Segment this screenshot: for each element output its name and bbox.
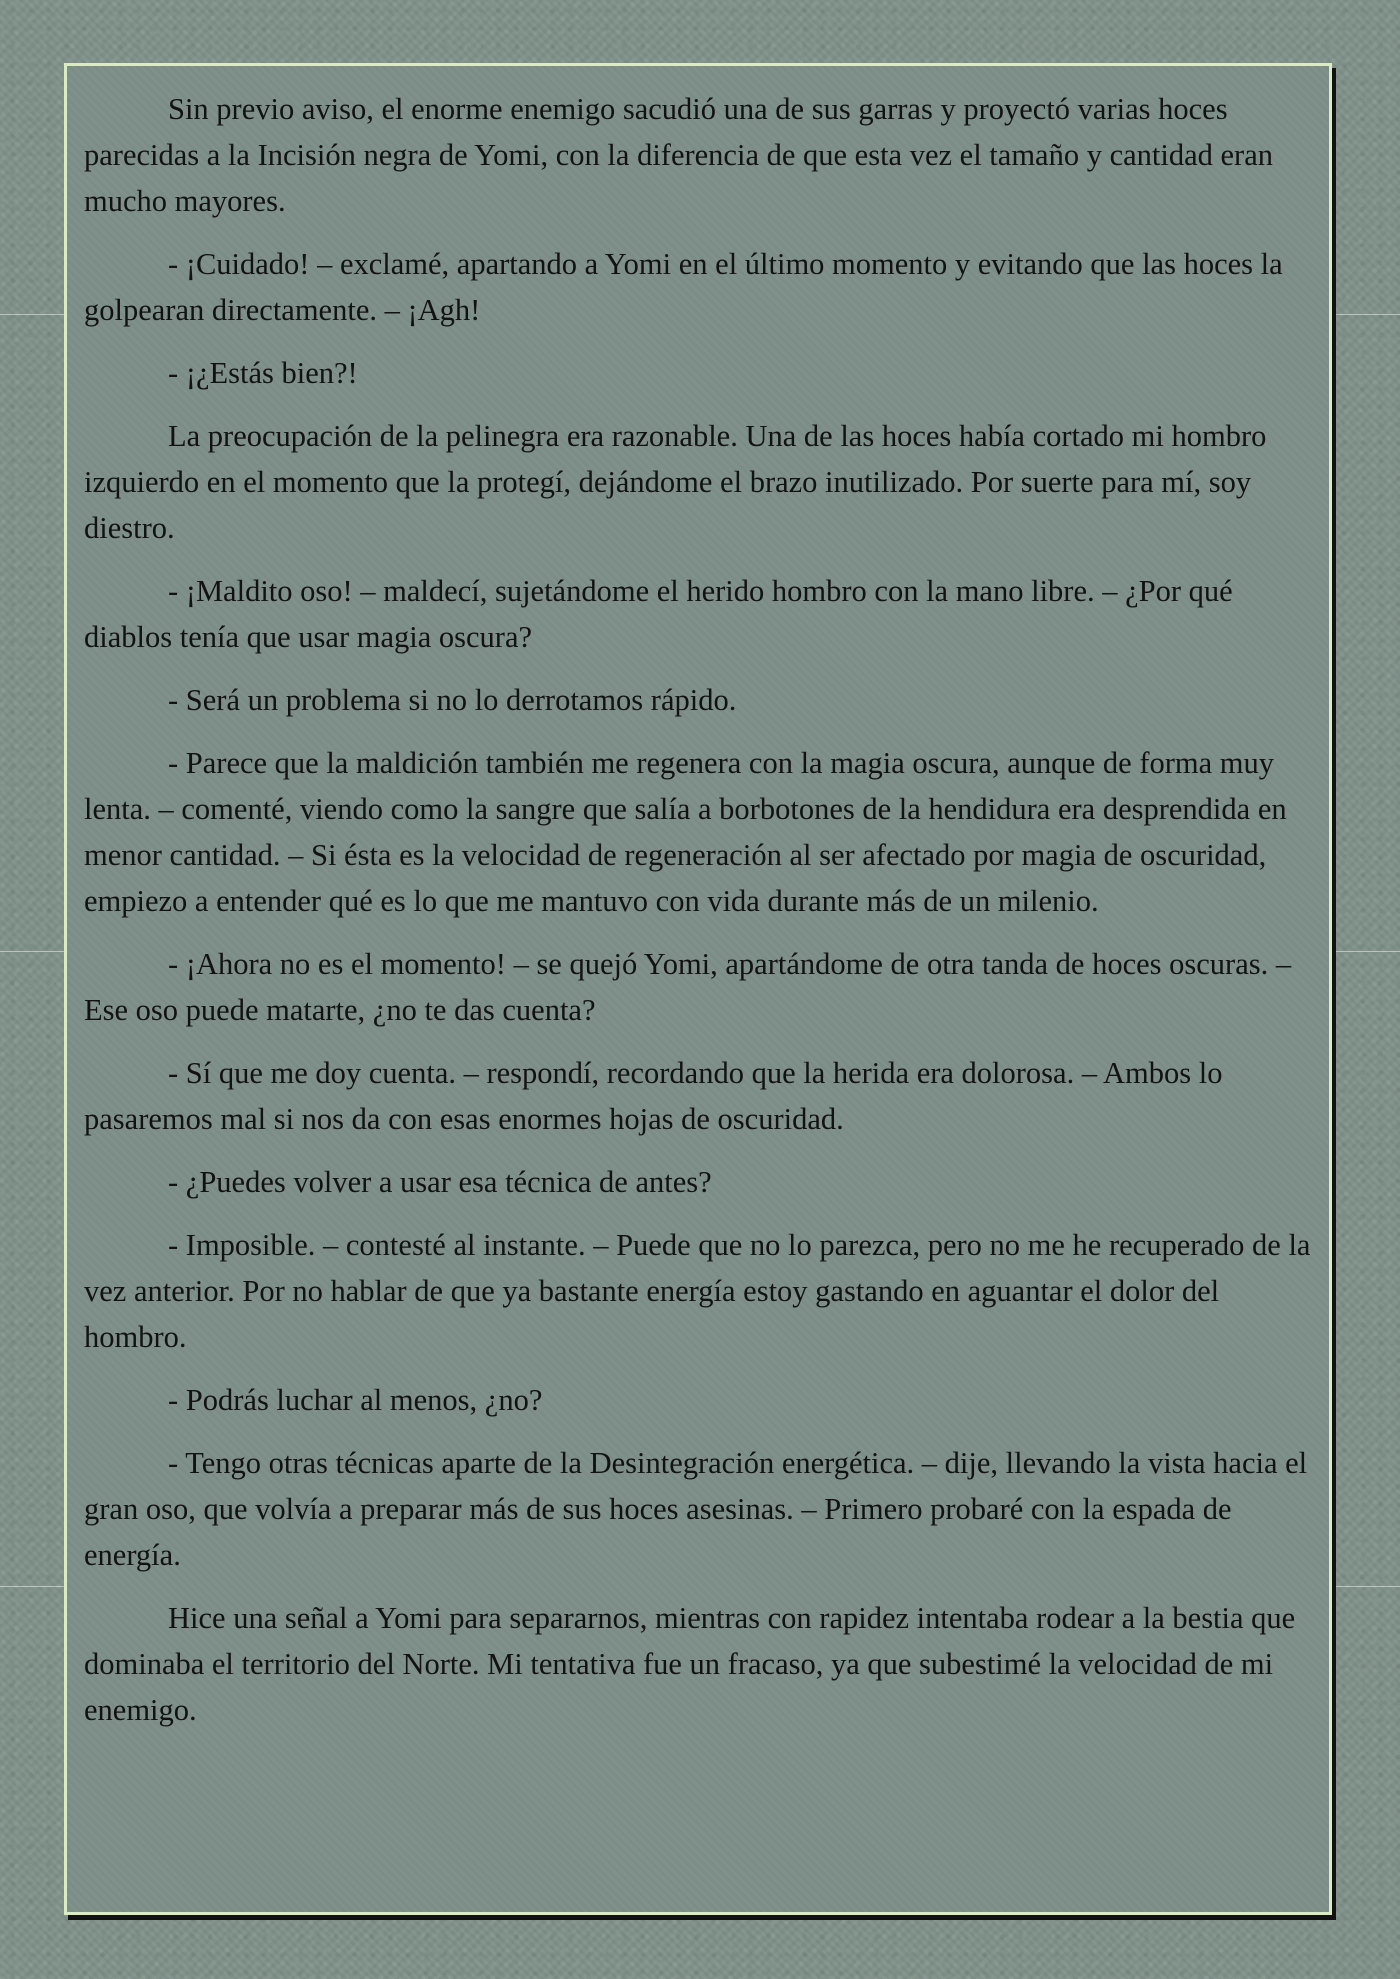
paragraph-dialogue-problema: - Será un problema si no lo derrotamos rápido. [168, 683, 737, 717]
paragraph-dialogue-ahora-no: - ¡Ahora no es el momento! – se quejó Yomi, apartándome de otra tanda de hoces oscuras. – Ese oso puede matarte, ¿no te das cuenta? [84, 947, 1292, 1027]
paragraph-dialogue-imposible: - Imposible. – contesté al instante. – Puede que no lo parezca, pero no me he recuperado de la vez anterior. Por no hablar de que ya bastante energía estoy gastando en aguantar el dolor del hombro. [84, 1228, 1311, 1354]
paragraph-dialogue-podras-luchar: - Podrás luchar al menos, ¿no? [168, 1383, 543, 1417]
paragraph-dialogue-si-me-doy-cuenta: - Sí que me doy cuenta. – respondí, recordando que la herida era dolorosa. – Ambos lo pasaremos mal si nos da con esas enormes hojas de oscuridad. [84, 1056, 1223, 1136]
paragraph-narration-wound: La preocupación de la pelinegra era razonable. Una de las hoces había cortado mi hombro izquierdo en el momento que la protegí, dejándome el brazo inutilizado. Por suerte para mí, soy diestro. [84, 419, 1267, 545]
paragraph-narration-attack: Sin previo aviso, el enorme enemigo sacudió una de sus garras y proyectó varias hoces parecidas a la Incisión negra de Yomi, con la diferencia de que esta vez el tamaño y cantidad eran mucho mayores. [84, 92, 1273, 218]
paragraph-dialogue-otras-tecnicas: - Tengo otras técnicas aparte de la Desintegración energética. – dije, llevando la vista hacia el gran oso, que volvía a preparar más de sus hoces asesinas. – Primero probaré con la espada de energía. [84, 1446, 1308, 1572]
paragraph-dialogue-regeneracion: - Parece que la maldición también me regenera con la magia oscura, aunque de forma muy lenta. – comenté, viendo como la sangre que salía a borbotones de la hendidura era desprendida en menor cantidad. – Si ésta es la velocidad de regeneración al ser afectado por magia de oscuridad, empiezo a entender qué es lo que me mantuvo con vida durante más de un milenio. [84, 746, 1287, 918]
paragraph-dialogue-tecnica: - ¿Puedes volver a usar esa técnica de antes? [168, 1165, 712, 1199]
paragraph-dialogue-estas-bien: - ¡¿Estás bien?! [168, 356, 358, 390]
text-body [84, 86, 1320, 1750]
paragraph-dialogue-maldito-oso: - ¡Maldito oso! – maldecí, sujetándome el herido hombro con la mano libre. – ¿Por qué diablos tenía que usar magia oscura? [84, 574, 1233, 654]
paragraph-dialogue-cuidado: - ¡Cuidado! – exclamé, apartando a Yomi en el último momento y evitando que las hoces la golpearan directamente. – ¡Agh! [84, 247, 1283, 327]
paragraph-narration-fracaso: Hice una señal a Yomi para separarnos, mientras con rapidez intentaba rodear a la bestia que dominaba el territorio del Norte. Mi tentativa fue un fracaso, ya que subestimé la velocidad de mi enemigo. [84, 1601, 1296, 1727]
